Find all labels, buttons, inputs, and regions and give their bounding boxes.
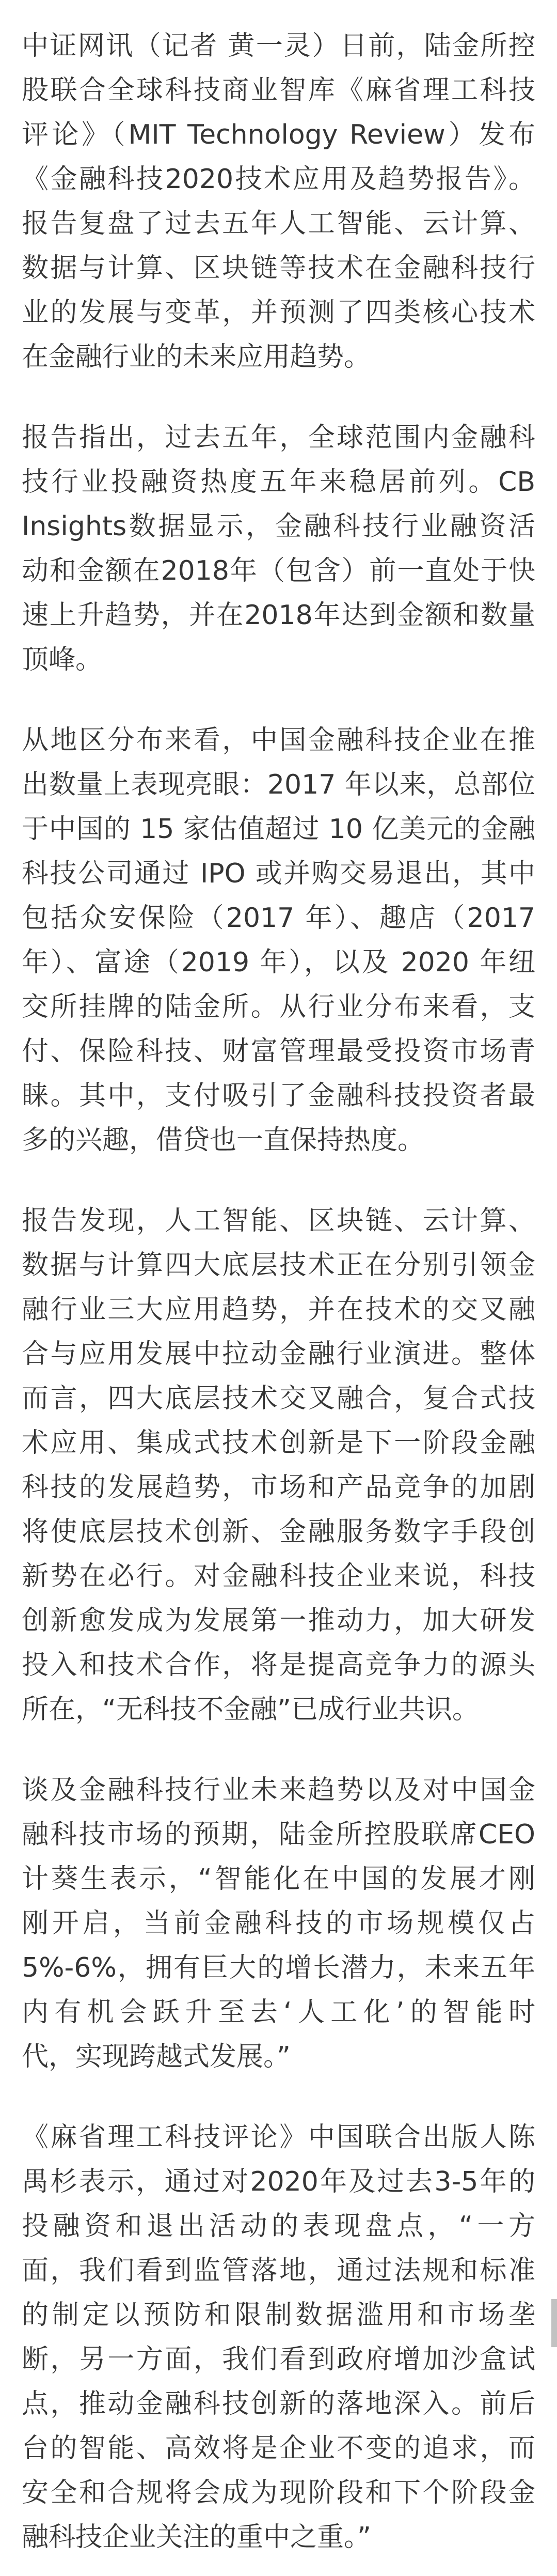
text-line: 禺杉表示，通过对2020年及过去3-5年的 — [22, 2166, 535, 2197]
paragraph — [22, 1199, 535, 1732]
text-line: 评论》（MIT Technology Review）发布 — [22, 119, 535, 150]
text-line: 《金融科技2020技术应用及趋势报告》。 — [22, 164, 535, 195]
text-line: 速上升趋势，并在2018年达到金额和数量 — [22, 600, 535, 631]
text-line: 多的兴趣，借贷也一直保持热度。 — [22, 1125, 425, 1156]
text-line: 股联合全球科技商业智库《麻省理工科技 — [22, 75, 535, 106]
text-line: 投入和技术合作，将是提高竞争力的源头 — [22, 1650, 535, 1681]
text-line: 合与应用发展中拉动金融行业演进。整体 — [22, 1339, 535, 1370]
text-line: 付、保险科技、财富管理最受投资市场青 — [22, 1036, 535, 1067]
text-line: 所在，“无科技不金融”已成行业共识。 — [22, 1694, 479, 1725]
paragraph — [22, 718, 535, 1162]
text-line: 融科技市场的预期，陆金所控股联席CEO — [22, 1819, 535, 1850]
text-line: 数据与计算四大底层技术正在分别引领金 — [22, 1250, 535, 1281]
text-line: 业的发展与变革，并预测了四类核心技术 — [22, 297, 535, 328]
text-line: 谈及金融科技行业未来趋势以及对中国金 — [22, 1775, 535, 1806]
text-line: 包括众安保险（2017 年）、趣店（2017 — [22, 903, 535, 934]
text-line: 新势在必行。对金融科技企业来说，科技 — [22, 1561, 535, 1592]
text-line: 代，实现跨越式发展。” — [22, 2041, 291, 2072]
text-line: 出数量上表现亮眼：2017 年以来，总部位 — [22, 769, 535, 800]
text-line: 创新愈发成为发展第一推动力，加大研发 — [22, 1605, 535, 1636]
text-line: 投融资和退出活动的表现盘点，“一方 — [22, 2211, 535, 2242]
text-line: 从地区分布来看，中国金融科技企业在推 — [22, 725, 535, 756]
text-line: 报告发现，人工智能、区块链、云计算、 — [22, 1205, 535, 1236]
paragraph — [22, 415, 535, 682]
text-line: 融科技企业关注的重中之重。” — [22, 2522, 371, 2553]
text-line: 《麻省理工科技评论》中国联合出版人陈 — [22, 2122, 535, 2153]
text-line: 点，推动金融科技创新的落地深入。前后 — [22, 2388, 535, 2419]
text-line: Insights数据显示，金融科技行业融资活 — [22, 511, 535, 542]
text-line: 技行业投融资热度五年来稳居前列。CB — [22, 467, 535, 498]
text-line: 刚开启，当前金融科技的市场规模仅占 — [22, 1908, 535, 1939]
paragraph — [22, 24, 535, 379]
paragraph — [22, 2115, 535, 2559]
text-line: 科技公司通过 IPO 或并购交易退出，其中 — [22, 858, 535, 889]
text-line: 台的智能、高效将是企业不变的追求，而 — [22, 2433, 535, 2464]
text-line: 融行业三大应用趋势，并在技术的交叉融 — [22, 1294, 535, 1325]
text-line: 5%-6%，拥有巨大的增长潜力，未来五年 — [22, 1952, 535, 1983]
text-line: 中证网讯（记者 黄一灵）日前，陆金所控 — [22, 30, 535, 61]
text-line: 计葵生表示，“智能化在中国的发展才刚 — [22, 1864, 535, 1895]
article-body — [22, 24, 535, 2559]
text-line: 报告复盘了过去五年人工智能、云计算、 — [22, 208, 535, 239]
paragraph — [22, 1768, 535, 2079]
text-line: 的制定以预防和限制数据滥用和市场垄 — [22, 2300, 535, 2331]
text-line: 年）、富途（2019 年），以及 2020 年纽 — [22, 947, 535, 978]
text-line: 睐。其中，支付吸引了金融科技投资者最 — [22, 1080, 535, 1111]
text-line: 内有机会跃升至去‘人工化’的智能时 — [22, 1997, 535, 2028]
text-line: 数据与计算、区块链等技术在金融科技行 — [22, 253, 535, 284]
text-line: 术应用、集成式技术创新是下一阶段金融 — [22, 1427, 535, 1458]
text-line: 动和金额在2018年（包含）前一直处于快 — [22, 555, 535, 586]
text-line: 安全和合规将会成为现阶段和下个阶段金 — [22, 2477, 535, 2508]
text-line: 于中国的 15 家估值超过 10 亿美元的金融 — [22, 814, 535, 845]
text-line: 交所挂牌的陆金所。从行业分布来看，支 — [22, 991, 535, 1022]
text-line: 在金融行业的未来应用趋势。 — [22, 342, 371, 373]
text-line: 将使底层技术创新、金融服务数字手段创 — [22, 1516, 535, 1547]
text-line: 而言，四大底层技术交叉融合，复合式技 — [22, 1383, 535, 1414]
text-line: 科技的发展趋势，市场和产品竞争的加剧 — [22, 1472, 535, 1503]
text-line: 报告指出，过去五年，全球范围内金融科 — [22, 422, 535, 453]
text-line: 顶峰。 — [22, 644, 103, 675]
scrollbar-thumb[interactable] — [551, 2299, 557, 2347]
text-line: 断，另一方面，我们看到政府增加沙盒试 — [22, 2344, 535, 2375]
text-line: 面，我们看到监管落地，通过法规和标准 — [22, 2255, 535, 2286]
